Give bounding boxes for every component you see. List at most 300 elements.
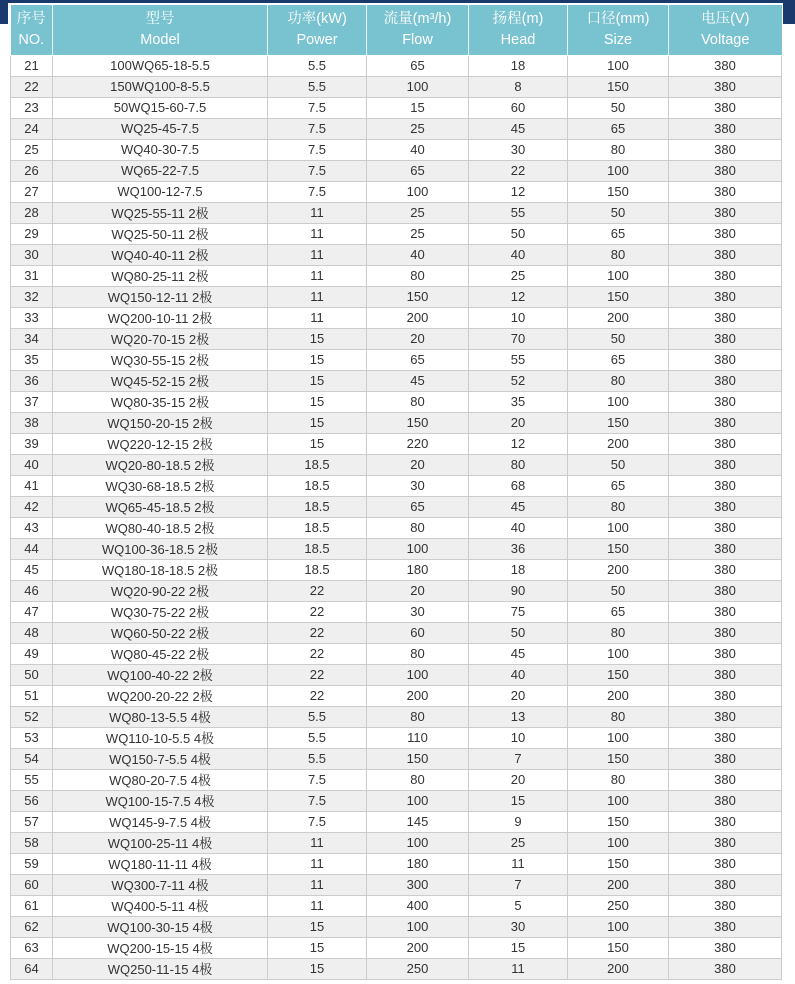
table-row [11,181,782,202]
table-cell-voltage: 380 [669,160,782,181]
table-cell-size: 150 [568,76,669,97]
table-cell-voltage: 380 [669,118,782,139]
table-row [11,328,782,349]
table-cell-power: 5.5 [268,76,367,97]
column-header-en: Head [500,31,536,48]
table-cell-size: 80 [568,139,669,160]
table-cell-no: 42 [11,496,53,517]
table-cell-model: WQ20-80-18.5 2极 [53,454,268,475]
table-cell-no: 41 [11,475,53,496]
table-cell-power: 22 [268,622,367,643]
table-cell-flow: 100 [367,76,469,97]
table-cell-size: 100 [568,160,669,181]
table-cell-power: 11 [268,832,367,853]
table-cell-power: 11 [268,853,367,874]
table-cell-power: 7.5 [268,769,367,790]
table-cell-flow: 150 [367,412,469,433]
table-cell-model: WQ80-45-22 2极 [53,643,268,664]
column-header-zh: 扬程(m) [492,10,544,27]
table-cell-no: 45 [11,559,53,580]
table-cell-power: 22 [268,664,367,685]
table-cell-model: WQ150-7-5.5 4极 [53,748,268,769]
table-cell-model: WQ45-52-15 2极 [53,370,268,391]
table-cell-flow: 20 [367,454,469,475]
table-cell-power: 11 [268,895,367,916]
column-header-en: Size [603,31,633,48]
table-cell-voltage: 380 [669,496,782,517]
table-cell-power: 18.5 [268,538,367,559]
table-cell-model: WQ80-40-18.5 2极 [53,517,268,538]
table-cell-head: 40 [469,664,568,685]
table-cell-voltage: 380 [669,223,782,244]
table-cell-size: 150 [568,412,669,433]
table-cell-model: WQ30-68-18.5 2极 [53,475,268,496]
table-cell-voltage: 380 [669,286,782,307]
table-cell-head: 35 [469,391,568,412]
column-header-zh: 型号 [145,10,175,27]
column-header-zh: 功率(kW) [287,10,347,27]
table-cell-power: 15 [268,370,367,391]
table-cell-voltage: 380 [669,76,782,97]
table-row [11,895,782,916]
table-cell-power: 18.5 [268,559,367,580]
table-cell-power: 22 [268,685,367,706]
table-cell-flow: 40 [367,139,469,160]
table-cell-no: 43 [11,517,53,538]
table-cell-model: WQ220-12-15 2极 [53,433,268,454]
table-cell-flow: 180 [367,853,469,874]
table-cell-head: 7 [469,874,568,895]
table-cell-size: 100 [568,391,669,412]
table-cell-size: 250 [568,895,669,916]
table-cell-model: WQ30-75-22 2极 [53,601,268,622]
table-row [11,517,782,538]
table-cell-voltage: 380 [669,916,782,937]
table-cell-power: 7.5 [268,160,367,181]
table-cell-model: WQ40-30-7.5 [53,139,268,160]
table-cell-power: 7.5 [268,790,367,811]
table-cell-size: 100 [568,916,669,937]
table-row [11,769,782,790]
table-cell-model: WQ80-20-7.5 4极 [53,769,268,790]
table-cell-power: 18.5 [268,517,367,538]
table-cell-model: WQ100-40-22 2极 [53,664,268,685]
table-cell-model: WQ65-45-18.5 2极 [53,496,268,517]
table-cell-head: 52 [469,370,568,391]
table-cell-head: 13 [469,706,568,727]
table-cell-voltage: 380 [669,643,782,664]
table-row [11,244,782,265]
table-cell-head: 40 [469,244,568,265]
table-cell-flow: 65 [367,349,469,370]
table-cell-power: 11 [268,265,367,286]
table-row [11,55,782,76]
table-row [11,349,782,370]
table-cell-no: 22 [11,76,53,97]
table-cell-power: 15 [268,916,367,937]
table-cell-voltage: 380 [669,244,782,265]
table-row [11,475,782,496]
pump-spec-table-wrapper [8,3,783,982]
table-cell-flow: 150 [367,286,469,307]
table-cell-voltage: 380 [669,895,782,916]
table-cell-flow: 80 [367,517,469,538]
table-cell-size: 200 [568,307,669,328]
table-cell-no: 57 [11,811,53,832]
table-cell-size: 50 [568,328,669,349]
table-cell-no: 58 [11,832,53,853]
table-row [11,643,782,664]
table-cell-voltage: 380 [669,706,782,727]
table-cell-power: 11 [268,307,367,328]
table-cell-voltage: 380 [669,517,782,538]
column-header-power [268,5,367,55]
table-cell-size: 100 [568,790,669,811]
table-cell-size: 200 [568,433,669,454]
table-cell-head: 68 [469,475,568,496]
table-cell-voltage: 380 [669,790,782,811]
table-cell-no: 36 [11,370,53,391]
table-cell-head: 90 [469,580,568,601]
table-cell-model: WQ100-30-15 4极 [53,916,268,937]
table-row [11,307,782,328]
table-cell-model: WQ25-50-11 2极 [53,223,268,244]
table-cell-voltage: 380 [669,433,782,454]
table-row [11,433,782,454]
column-header-en: Power [296,31,338,48]
table-cell-size: 150 [568,937,669,958]
table-cell-head: 30 [469,139,568,160]
table-cell-flow: 200 [367,685,469,706]
table-cell-model: WQ300-7-11 4极 [53,874,268,895]
table-cell-flow: 80 [367,391,469,412]
table-row [11,454,782,475]
table-cell-flow: 25 [367,223,469,244]
table-cell-model: WQ180-11-11 4极 [53,853,268,874]
table-cell-head: 20 [469,769,568,790]
table-cell-head: 12 [469,286,568,307]
table-cell-voltage: 380 [669,538,782,559]
table-cell-flow: 180 [367,559,469,580]
table-cell-size: 65 [568,475,669,496]
table-cell-power: 18.5 [268,454,367,475]
table-cell-no: 47 [11,601,53,622]
table-cell-flow: 100 [367,790,469,811]
table-cell-model: WQ180-18-18.5 2极 [53,559,268,580]
table-cell-size: 80 [568,496,669,517]
table-cell-voltage: 380 [669,391,782,412]
table-cell-no: 60 [11,874,53,895]
table-cell-no: 38 [11,412,53,433]
table-cell-head: 36 [469,538,568,559]
table-cell-voltage: 380 [669,139,782,160]
table-cell-head: 70 [469,328,568,349]
table-cell-flow: 145 [367,811,469,832]
table-row [11,496,782,517]
table-cell-size: 100 [568,55,669,76]
table-cell-head: 60 [469,97,568,118]
table-cell-no: 26 [11,160,53,181]
table-cell-power: 15 [268,349,367,370]
table-cell-size: 150 [568,748,669,769]
table-cell-flow: 30 [367,601,469,622]
table-cell-flow: 80 [367,643,469,664]
table-cell-no: 63 [11,937,53,958]
table-cell-voltage: 380 [669,685,782,706]
column-header-model [53,5,268,55]
table-cell-size: 50 [568,97,669,118]
table-cell-head: 18 [469,559,568,580]
table-row [11,160,782,181]
table-cell-no: 50 [11,664,53,685]
table-cell-power: 11 [268,223,367,244]
table-cell-no: 52 [11,706,53,727]
table-cell-no: 48 [11,622,53,643]
table-cell-head: 45 [469,496,568,517]
table-cell-size: 50 [568,454,669,475]
table-cell-no: 55 [11,769,53,790]
table-row [11,202,782,223]
table-cell-no: 30 [11,244,53,265]
table-cell-power: 18.5 [268,496,367,517]
table-cell-head: 11 [469,958,568,979]
table-cell-voltage: 380 [669,937,782,958]
table-cell-size: 80 [568,244,669,265]
table-cell-voltage: 380 [669,874,782,895]
table-row [11,601,782,622]
table-cell-power: 5.5 [268,727,367,748]
table-cell-model: WQ145-9-7.5 4极 [53,811,268,832]
table-cell-size: 150 [568,811,669,832]
table-cell-size: 100 [568,727,669,748]
table-row [11,664,782,685]
column-header-en: NO. [18,31,45,48]
table-cell-size: 150 [568,181,669,202]
table-cell-power: 15 [268,391,367,412]
table-cell-flow: 100 [367,832,469,853]
column-header-no [11,5,53,55]
table-cell-head: 7 [469,748,568,769]
table-cell-flow: 65 [367,496,469,517]
table-row [11,790,782,811]
table-cell-model: WQ100-36-18.5 2极 [53,538,268,559]
table-cell-model: WQ25-45-7.5 [53,118,268,139]
table-cell-head: 45 [469,643,568,664]
table-cell-flow: 25 [367,118,469,139]
table-row [11,391,782,412]
table-row [11,685,782,706]
table-cell-head: 5 [469,895,568,916]
table-cell-model: WQ25-55-11 2极 [53,202,268,223]
table-cell-size: 80 [568,370,669,391]
table-cell-model: WQ100-12-7.5 [53,181,268,202]
table-cell-flow: 100 [367,664,469,685]
table-row [11,937,782,958]
table-cell-head: 75 [469,601,568,622]
table-cell-model: 50WQ15-60-7.5 [53,97,268,118]
table-cell-power: 7.5 [268,139,367,160]
table-cell-voltage: 380 [669,832,782,853]
table-cell-size: 150 [568,286,669,307]
table-row [11,118,782,139]
table-cell-power: 5.5 [268,55,367,76]
table-row [11,727,782,748]
table-row [11,832,782,853]
table-cell-head: 40 [469,517,568,538]
table-cell-model: WQ110-10-5.5 4极 [53,727,268,748]
table-cell-no: 27 [11,181,53,202]
table-cell-power: 15 [268,433,367,454]
table-row [11,874,782,895]
table-cell-head: 20 [469,685,568,706]
table-row [11,811,782,832]
table-cell-no: 51 [11,685,53,706]
table-cell-power: 15 [268,412,367,433]
table-cell-voltage: 380 [669,55,782,76]
table-cell-flow: 100 [367,181,469,202]
table-body [11,55,782,979]
table-row [11,265,782,286]
table-cell-size: 200 [568,559,669,580]
table-cell-power: 7.5 [268,118,367,139]
table-cell-no: 34 [11,328,53,349]
table-cell-size: 50 [568,580,669,601]
table-cell-voltage: 380 [669,769,782,790]
table-cell-flow: 30 [367,475,469,496]
table-cell-no: 31 [11,265,53,286]
column-header-zh: 口径(mm) [586,10,650,27]
table-cell-size: 200 [568,874,669,895]
table-cell-head: 20 [469,412,568,433]
table-cell-flow: 200 [367,307,469,328]
table-cell-model: WQ100-15-7.5 4极 [53,790,268,811]
table-cell-flow: 20 [367,328,469,349]
table-cell-flow: 80 [367,265,469,286]
table-cell-size: 65 [568,349,669,370]
column-header-size [568,5,669,55]
table-cell-head: 50 [469,622,568,643]
table-cell-flow: 220 [367,433,469,454]
table-cell-head: 25 [469,832,568,853]
table-cell-flow: 15 [367,97,469,118]
table-cell-head: 80 [469,454,568,475]
table-cell-size: 200 [568,685,669,706]
table-cell-voltage: 380 [669,370,782,391]
table-cell-flow: 300 [367,874,469,895]
table-cell-size: 80 [568,769,669,790]
table-cell-flow: 20 [367,580,469,601]
table-cell-head: 12 [469,181,568,202]
table-cell-size: 50 [568,202,669,223]
table-cell-voltage: 380 [669,622,782,643]
table-row [11,286,782,307]
table-cell-head: 18 [469,55,568,76]
table-cell-no: 62 [11,916,53,937]
table-row [11,916,782,937]
table-cell-no: 44 [11,538,53,559]
table-cell-size: 65 [568,118,669,139]
table-cell-no: 33 [11,307,53,328]
table-cell-size: 65 [568,601,669,622]
table-cell-model: WQ30-55-15 2极 [53,349,268,370]
table-cell-size: 100 [568,517,669,538]
table-cell-model: WQ250-11-15 4极 [53,958,268,979]
table-row [11,580,782,601]
table-cell-power: 22 [268,580,367,601]
table-cell-head: 10 [469,727,568,748]
table-cell-no: 64 [11,958,53,979]
table-cell-model: WQ65-22-7.5 [53,160,268,181]
table-cell-voltage: 380 [669,853,782,874]
table-cell-model: WQ100-25-11 4极 [53,832,268,853]
table-row [11,958,782,979]
table-cell-no: 46 [11,580,53,601]
table-cell-flow: 250 [367,958,469,979]
table-row [11,97,782,118]
table-cell-no: 23 [11,97,53,118]
table-cell-flow: 200 [367,937,469,958]
table-cell-size: 80 [568,622,669,643]
table-cell-head: 15 [469,790,568,811]
table-cell-model: WQ200-15-15 4极 [53,937,268,958]
table-cell-power: 11 [268,202,367,223]
table-cell-no: 40 [11,454,53,475]
table-cell-head: 9 [469,811,568,832]
table-cell-size: 150 [568,853,669,874]
table-cell-power: 22 [268,601,367,622]
table-cell-no: 25 [11,139,53,160]
table-cell-power: 15 [268,328,367,349]
table-row [11,412,782,433]
table-cell-no: 53 [11,727,53,748]
table-cell-no: 39 [11,433,53,454]
column-header-zh: 流量(m³/h) [383,10,452,27]
table-cell-voltage: 380 [669,559,782,580]
table-cell-head: 25 [469,265,568,286]
table-cell-power: 15 [268,937,367,958]
table-cell-flow: 60 [367,622,469,643]
table-cell-model: WQ40-40-11 2极 [53,244,268,265]
table-cell-model: WQ200-10-11 2极 [53,307,268,328]
table-cell-voltage: 380 [669,97,782,118]
table-cell-model: WQ80-25-11 2极 [53,265,268,286]
table-cell-head: 55 [469,349,568,370]
table-cell-no: 21 [11,55,53,76]
column-header-en: Model [140,31,180,48]
table-cell-voltage: 380 [669,181,782,202]
table-cell-head: 22 [469,160,568,181]
table-cell-model: WQ80-13-5.5 4极 [53,706,268,727]
table-cell-size: 150 [568,538,669,559]
table-cell-model: WQ150-20-15 2极 [53,412,268,433]
table-cell-no: 49 [11,643,53,664]
table-cell-size: 150 [568,664,669,685]
table-cell-size: 80 [568,706,669,727]
table-cell-no: 56 [11,790,53,811]
table-cell-no: 61 [11,895,53,916]
table-cell-power: 5.5 [268,748,367,769]
table-cell-size: 100 [568,832,669,853]
table-cell-voltage: 380 [669,727,782,748]
table-cell-power: 7.5 [268,97,367,118]
table-cell-model: WQ150-12-11 2极 [53,286,268,307]
table-cell-flow: 65 [367,55,469,76]
table-cell-voltage: 380 [669,748,782,769]
table-cell-power: 15 [268,958,367,979]
table-cell-model: WQ80-35-15 2极 [53,391,268,412]
table-row [11,748,782,769]
table-cell-no: 59 [11,853,53,874]
